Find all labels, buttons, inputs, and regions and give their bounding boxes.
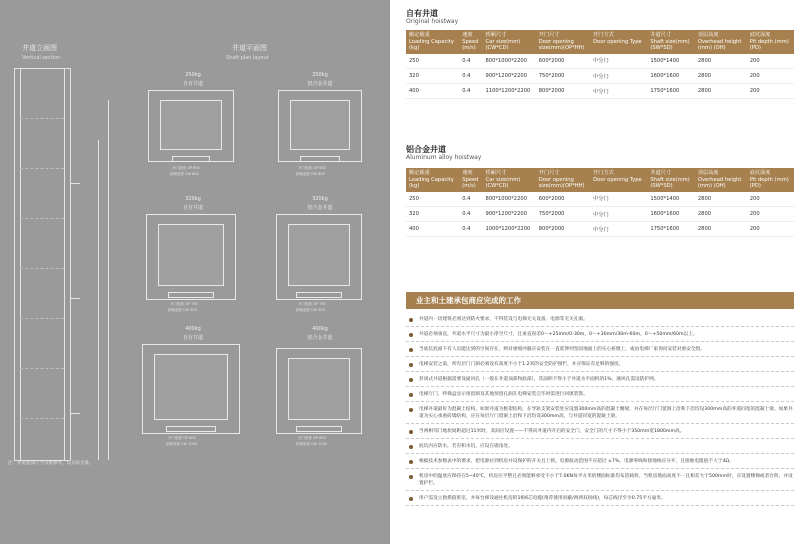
drawings-panel [0, 0, 390, 544]
column-header-line: (kg) [409, 183, 420, 189]
table-cell: 900*1200*2200 [483, 69, 536, 84]
table-cell: 中分门 [590, 192, 647, 207]
spec-panel [390, 0, 800, 544]
plan-car-label: 轿厢宽度 CW 900 [168, 308, 197, 312]
column-header-line: 速度 [462, 32, 473, 38]
table-cell: 0.4 [459, 84, 482, 99]
column-header [483, 168, 536, 192]
table2-subtitle: Aluminum alloy hoistway [406, 154, 482, 161]
plan-car-label: 轿厢宽度 CW 900 [296, 308, 325, 312]
column-header-line: Door opening [538, 176, 574, 183]
note-text: 封闭式井道根据需要设通风孔（一般在井道顶部和底部），其面积不得小于井道水平面积的1%，通风孔需设防护网。 [419, 377, 659, 382]
table-cell: 600*2000 [536, 192, 590, 207]
column-header-line: 额定载重 [409, 32, 430, 38]
column-header-line: (CW*CD) [485, 183, 509, 189]
note-item [406, 428, 794, 439]
table-cell: 320 [406, 207, 459, 222]
table-row [406, 207, 794, 222]
column-header-line: (SW*SD) [650, 45, 673, 51]
table1-subtitle: Original hoistway [406, 18, 459, 25]
bullet-icon [409, 497, 413, 501]
column-header-line: 轿厢尺寸 [485, 32, 507, 38]
table-cell: 2800 [695, 69, 747, 84]
plan-load-label: 400kg [185, 326, 201, 332]
note-item [406, 391, 794, 402]
note-text: 井道必须垂直，井道水平尺寸为最小净空尺寸，且垂直误差0～+25mm/0-30m，0～+30mm/30m-60m，0～+50mm/60m以上。 [419, 332, 698, 337]
plan-car-label: 轿厢宽度 CW 800 [296, 172, 325, 176]
table-cell: 400 [406, 84, 459, 99]
table-cell: 200 [747, 54, 794, 69]
bullet-icon [409, 408, 413, 412]
plan-type-label: 自有井道 [182, 335, 203, 341]
plan-load-label: 400kg [312, 326, 328, 332]
plan-layout-subtitle: Shaft plan layout [226, 55, 269, 61]
table-cell: 2800 [695, 192, 747, 207]
table-cell: 2800 [695, 222, 747, 237]
note-item [406, 376, 794, 387]
bullet-icon [409, 430, 413, 434]
column-header-line: Door opening Type [593, 38, 642, 45]
column-header-line: (kg) [409, 45, 420, 51]
table-cell: 中分门 [590, 84, 647, 99]
table-row [406, 192, 794, 207]
plan-load-label: 250kg [185, 72, 201, 78]
table-row [406, 222, 794, 237]
column-header-line: (mm) (OH) [697, 183, 726, 189]
note-text: 井道内一切建筑必须达到防火要求，不得装设与电梯无关设备、电源等无关孔洞。 [419, 317, 588, 322]
plan-load-label: 320kg [185, 196, 201, 202]
column-header-line: 顶层高度 [697, 170, 719, 176]
spec-table-original [406, 30, 794, 99]
table-cell: 250 [406, 192, 459, 207]
note-item [406, 346, 794, 357]
column-header [695, 168, 747, 192]
column-header-line: Loading Capacity [409, 176, 454, 183]
note-text: 电梯厅门、呼梯盒显示预留洞及其他预留孔洞在电梯安装完毕时需进行回填装饰。 [419, 392, 588, 397]
column-header-line: (PD) [749, 183, 761, 189]
column-header [459, 30, 482, 54]
vertical-section-subtitle: Vertical section [22, 55, 61, 61]
column-header [695, 30, 747, 54]
table-cell: 600*2000 [536, 54, 590, 69]
bullet-icon [409, 475, 413, 479]
table2-title: 铝合金井道 [406, 145, 446, 154]
vertical-section-title: 井道立面图 [22, 44, 57, 52]
table-cell: 0.4 [459, 69, 482, 84]
table-cell: 0.4 [459, 192, 482, 207]
column-header-line: (m/s) [462, 183, 476, 189]
plan-door-label: 开门宽度 OP 800 [168, 436, 196, 440]
table-cell: 中分门 [590, 222, 647, 237]
column-header-line: Pit depth (mm) [749, 38, 789, 45]
column-header [590, 168, 647, 192]
column-header-line: Car size(mm) [485, 38, 521, 45]
note-text: 当两相邻门地坎间距超过11米时，其间应设置——不得向井道内开启的安全门，安全门的尺寸不得小于350mm宽1800mm高。 [419, 429, 685, 434]
column-header-line: Shaft size(mm) [650, 176, 690, 183]
table-cell: 中分门 [590, 207, 647, 222]
bullet-icon [409, 333, 413, 337]
table-cell: 0.4 [459, 207, 482, 222]
column-header-line: Door opening Type [593, 176, 642, 183]
column-header-line: (m/s) [462, 45, 476, 51]
note-item [406, 443, 794, 454]
table-cell: 1600*1600 [647, 69, 695, 84]
note-item [406, 495, 794, 506]
column-header-line: Speed [462, 176, 479, 183]
table-cell: 2800 [695, 54, 747, 69]
table-cell: 800*1000*2200 [483, 54, 536, 69]
note-text: 机房中的温度应保持在5~40℃，机房应平整且必须能够承受不小于7.0KN每平方米的楼面标准均布活载荷。当机房地面高度不一且相差大于500mm时，应设置楼梯或者台阶，并设置护栏。 [419, 474, 793, 486]
table-cell: 800*2000 [536, 222, 590, 237]
column-header-line: 井道尺寸 [650, 32, 672, 38]
table-cell: 1500*1400 [647, 54, 695, 69]
table-cell: 200 [747, 207, 794, 222]
column-header-line: (PD) [749, 45, 761, 51]
table-cell: 750*2000 [536, 69, 590, 84]
plan-load-label: 250kg [312, 72, 328, 78]
column-header-line: 开门方式 [593, 170, 614, 176]
bullet-icon [409, 460, 413, 464]
plan-door-label: 开门宽度 OP 750 [170, 302, 198, 306]
spec-table-aluminum [406, 168, 794, 237]
column-header-line: (CW*CD) [485, 45, 509, 51]
note-item [406, 473, 794, 491]
table-row [406, 69, 794, 84]
column-header-line: 额定载重 [409, 170, 430, 176]
bullet-icon [409, 363, 413, 367]
bullet-icon [409, 378, 413, 382]
column-header-line: Overhead height [697, 38, 742, 45]
table-cell: 750*2000 [536, 207, 590, 222]
table-cell: 200 [747, 84, 794, 99]
table-cell: 250 [406, 54, 459, 69]
table-cell: 320 [406, 69, 459, 84]
bullet-icon [409, 318, 413, 322]
table1-title: 自有井道 [406, 9, 438, 18]
column-header-line: 速度 [462, 170, 473, 176]
plan-type-label: 铝合金井道 [307, 335, 333, 341]
column-header [459, 168, 482, 192]
note-item [406, 316, 794, 327]
notes-banner: 业主和土建承包商应完成的工作 [406, 292, 794, 309]
plan-door-label: 开门宽度 OP 800 [298, 436, 326, 440]
column-header-line: Pit depth (mm) [749, 176, 789, 183]
table-row [406, 54, 794, 69]
table-cell: 2800 [695, 207, 747, 222]
column-header [590, 30, 647, 54]
column-header-line: 底坑深度 [749, 32, 771, 38]
column-header [406, 30, 459, 54]
column-header-line: 顶层高度 [697, 32, 719, 38]
note-text: 根据技术参数表中的要求，把电源拉到机房并设保护的开关且上锁。电源波动范围不应超过 ±7%。电源零线和接地线应分开，且接地电阻值不大于4Ω。 [419, 459, 734, 464]
bullet-icon [409, 445, 413, 449]
note-text: 用户需设立救援值班室，并每台梯设通往机房的1根6芯电缆(推荐使用屏蔽/两两双绞线)，每芯线径至少0.75平方毫米。 [419, 496, 666, 501]
drawings-footnote: 注：井道宽深尺寸仅供参考，以实际为准。 [8, 461, 94, 466]
column-header-line: Speed [462, 38, 479, 45]
column-header-line: 开门尺寸 [538, 170, 560, 176]
table-cell: 1750*1600 [647, 84, 695, 99]
plan-type-label: 自有井道 [182, 81, 203, 87]
column-header-line: Loading Capacity [409, 38, 454, 45]
table-cell: 1600*1600 [647, 207, 695, 222]
column-header-line: 开门方式 [593, 32, 614, 38]
column-header [647, 30, 695, 54]
table-row [406, 84, 794, 99]
plan-car-label: 轿厢宽度 CW 1000 [166, 442, 198, 446]
table-cell: 1100*1200*2200 [483, 84, 536, 99]
bullet-icon [409, 393, 413, 397]
note-item [406, 361, 794, 372]
plan-door-label: 开门宽度 OP 750 [298, 302, 326, 306]
column-header-line: (mm) (OH) [697, 45, 726, 51]
plan-door-label: 开门宽度 OP 600 [172, 166, 200, 170]
column-header-line: size(mm)(OP*HH) [538, 183, 585, 189]
column-header-line: Door opening [538, 38, 574, 45]
plan-type-label: 自有井道 [182, 205, 203, 211]
column-header [747, 168, 794, 192]
table-cell: 200 [747, 69, 794, 84]
table-cell: 2800 [695, 84, 747, 99]
column-header [536, 168, 590, 192]
note-text: 底坑内应防水，若有积水坑，应设在墙角处。 [419, 444, 513, 449]
column-header-line: (SW*SD) [650, 183, 673, 189]
column-header-line: 开门尺寸 [538, 32, 560, 38]
plan-door-label: 开门宽度 OP 600 [298, 166, 326, 170]
table-cell: 1500*1400 [647, 192, 695, 207]
plan-type-label: 铝合金井道 [307, 205, 333, 211]
column-header-line: Car size(mm) [485, 176, 521, 183]
note-text: 电梯安装之前，所有层门门洞必须设有高度不小于1.2米的安全防护围栏，并应保证有足够的强度。 [419, 362, 624, 367]
plan-load-label: 320kg [312, 196, 328, 202]
table-cell: 中分门 [590, 69, 647, 84]
table-cell: 0.4 [459, 222, 482, 237]
table-cell: 200 [747, 192, 794, 207]
column-header-line: 井道尺寸 [650, 170, 672, 176]
column-header-line: 底坑深度 [749, 170, 771, 176]
bullet-icon [409, 348, 413, 352]
table-cell: 中分门 [590, 54, 647, 69]
note-item [406, 331, 794, 342]
note-item [406, 406, 794, 424]
table-cell: 200 [747, 222, 794, 237]
column-header [747, 30, 794, 54]
column-header [483, 30, 536, 54]
table-cell: 800*1000*2200 [483, 192, 536, 207]
column-header [406, 168, 459, 192]
column-header-line: Shaft size(mm) [650, 38, 690, 45]
table-cell: 400 [406, 222, 459, 237]
table-cell: 1000*1200*2200 [483, 222, 536, 237]
table-cell: 800*2000 [536, 84, 590, 99]
column-header [536, 30, 590, 54]
plan-car-label: 轿厢宽度 CW 800 [170, 172, 199, 176]
plan-layout-title: 井道平面图 [232, 44, 267, 52]
plan-car-label: 轿厢宽度 CW 1000 [296, 442, 328, 446]
column-header [647, 168, 695, 192]
note-item [406, 458, 794, 469]
plan-type-label: 铝合金井道 [307, 81, 333, 87]
notes-list [406, 316, 794, 510]
column-header-line: size(mm)(OP*HH) [538, 45, 585, 51]
table-cell: 0.4 [459, 54, 482, 69]
column-header-line: Overhead height [697, 176, 742, 183]
column-header-line: 轿厢尺寸 [485, 170, 507, 176]
note-text: 当底坑底面下有人员能达到的空间存在，则对重缓冲器应安装在一直延伸到坚固地面上的实心桩墩上，或由电梯厂家询问安装对重安全钳。 [419, 347, 705, 352]
table-cell: 900*1200*2200 [483, 207, 536, 222]
table-cell: 1750*1600 [647, 222, 695, 237]
note-text: 电梯井道最好为混凝土结构，如果井道为框架结构，在导轨支架安装处应设置300mm高的混凝土腰梁，并在每层厅门留洞上沿和下沿均设300mm高的井道同宽的混凝土梁。如果井道为实心承重砖墙结构，应在每层厅门留洞上沿和下沿均设300mm高，与井道同宽的混凝土梁。 [419, 407, 793, 419]
